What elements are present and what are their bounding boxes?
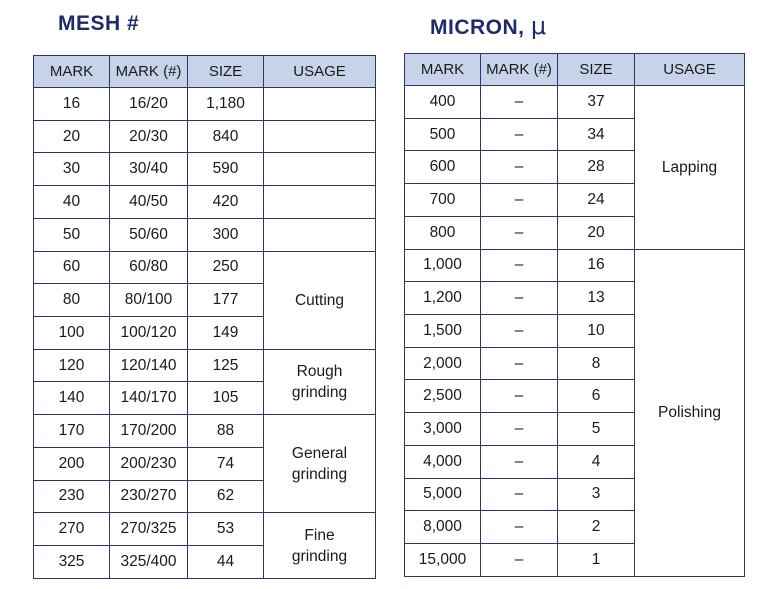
table-row [34,120,376,153]
mark-hash-cell: – [481,347,558,380]
size-cell: 1 [558,544,635,577]
mark-cell: 325 [34,546,110,579]
mesh-table [33,55,376,579]
mark-cell: 200 [34,447,110,480]
mark-cell: 1,000 [405,249,481,282]
micron-symbol: μ [530,12,547,40]
mark-hash-cell: – [481,380,558,413]
size-cell: 74 [188,447,264,480]
usage-label: grinding [291,465,348,483]
mark-hash-cell: – [481,413,558,446]
usage-cell [264,186,376,219]
usage-cell [264,120,376,153]
table-row [34,415,376,448]
usage-cell [264,218,376,251]
mark-cell: 2,000 [405,347,481,380]
mark-cell: 3,000 [405,413,481,446]
size-cell: 105 [188,382,264,415]
mark-hash-cell: – [481,445,558,478]
mark-hash-cell: 200/230 [110,447,188,480]
mark-cell: 700 [405,184,481,217]
usage-lapping-cell: Lapping [635,86,745,250]
mark-hash-cell: 16/20 [110,88,188,121]
mark-hash-cell: 325/400 [110,546,188,579]
usage-general-grinding-cell [264,415,376,513]
size-cell: 840 [188,120,264,153]
mark-hash-cell: – [481,249,558,282]
mark-hash-cell: 270/325 [110,513,188,546]
mark-hash-cell: – [481,184,558,217]
usage-fine-grinding-cell [264,513,376,579]
mark-hash-cell: 230/270 [110,480,188,513]
size-cell: 250 [188,251,264,284]
mark-cell: 4,000 [405,445,481,478]
mark-hash-cell: – [481,118,558,151]
mark-cell: 40 [34,186,110,219]
size-cell: 16 [558,249,635,282]
size-cell: 590 [188,153,264,186]
column-header: MARK (#) [110,56,188,88]
usage-label: grinding [291,383,348,401]
mark-cell: 20 [34,120,110,153]
size-cell: 3 [558,478,635,511]
size-cell: 8 [558,347,635,380]
mark-cell: 170 [34,415,110,448]
table-row [34,88,376,121]
mark-hash-cell: – [481,151,558,184]
mark-cell: 5,000 [405,478,481,511]
mark-cell: 8,000 [405,511,481,544]
mark-hash-cell: – [481,315,558,348]
mark-cell: 15,000 [405,544,481,577]
mark-hash-cell: – [481,511,558,544]
usage-label: General [291,444,348,462]
mark-hash-cell: – [481,544,558,577]
micron-section-title [430,12,547,40]
size-cell: 24 [558,184,635,217]
mark-cell: 500 [405,118,481,151]
table-row [34,218,376,251]
mark-hash-cell: – [481,282,558,315]
table-row [405,249,745,282]
mark-hash-cell: 100/120 [110,317,188,350]
table-row [405,86,745,119]
size-cell: 420 [188,186,264,219]
micron-table [404,53,745,577]
size-cell: 177 [188,284,264,317]
mark-hash-cell: 20/30 [110,120,188,153]
size-cell: 125 [188,349,264,382]
size-cell: 2 [558,511,635,544]
size-cell: 37 [558,86,635,119]
mark-cell: 270 [34,513,110,546]
usage-label: grinding [291,547,348,565]
size-cell: 5 [558,413,635,446]
usage-cutting-cell: Cutting [264,251,376,349]
size-cell: 34 [558,118,635,151]
size-cell: 53 [188,513,264,546]
mark-hash-cell: 30/40 [110,153,188,186]
column-header: USAGE [264,56,376,88]
mark-hash-cell: 40/50 [110,186,188,219]
column-header: MARK [405,54,481,86]
size-cell: 62 [188,480,264,513]
size-cell: 1,180 [188,88,264,121]
usage-cell [264,88,376,121]
table-header-row [34,56,376,88]
usage-polishing-cell: Polishing [635,249,745,576]
column-header: USAGE [635,54,745,86]
mark-cell: 120 [34,349,110,382]
column-header: SIZE [188,56,264,88]
mark-cell: 140 [34,382,110,415]
mark-cell: 1,200 [405,282,481,315]
table-header-row [405,54,745,86]
table-row [34,153,376,186]
mark-hash-cell: 50/60 [110,218,188,251]
table-row [34,513,376,546]
micron-title-text: MICRON, [430,16,531,39]
usage-label: Rough [296,362,343,380]
size-cell: 4 [558,445,635,478]
mark-hash-cell: – [481,478,558,511]
mark-cell: 80 [34,284,110,317]
size-cell: 44 [188,546,264,579]
mark-hash-cell: 60/80 [110,251,188,284]
usage-cell [264,153,376,186]
size-cell: 28 [558,151,635,184]
size-cell: 10 [558,315,635,348]
table-row [34,186,376,219]
size-cell: 300 [188,218,264,251]
mark-cell: 1,500 [405,315,481,348]
mark-hash-cell: 140/170 [110,382,188,415]
mark-cell: 30 [34,153,110,186]
usage-rough-grinding-cell [264,349,376,414]
mark-cell: 230 [34,480,110,513]
mark-cell: 400 [405,86,481,119]
mark-hash-cell: 120/140 [110,349,188,382]
mark-cell: 60 [34,251,110,284]
size-cell: 13 [558,282,635,315]
mark-hash-cell: – [481,216,558,249]
size-cell: 149 [188,317,264,350]
column-header: SIZE [558,54,635,86]
usage-label: Fine [304,526,335,544]
mark-cell: 100 [34,317,110,350]
mark-hash-cell: – [481,86,558,119]
size-cell: 20 [558,216,635,249]
column-header: MARK [34,56,110,88]
mark-hash-cell: 80/100 [110,284,188,317]
mark-cell: 2,500 [405,380,481,413]
mark-cell: 16 [34,88,110,121]
mark-hash-cell: 170/200 [110,415,188,448]
size-cell: 6 [558,380,635,413]
mark-cell: 800 [405,216,481,249]
table-row [34,349,376,382]
column-header: MARK (#) [481,54,558,86]
size-cell: 88 [188,415,264,448]
mark-cell: 600 [405,151,481,184]
mesh-section-title: MESH # [58,12,140,35]
mark-cell: 50 [34,218,110,251]
table-row [34,251,376,284]
